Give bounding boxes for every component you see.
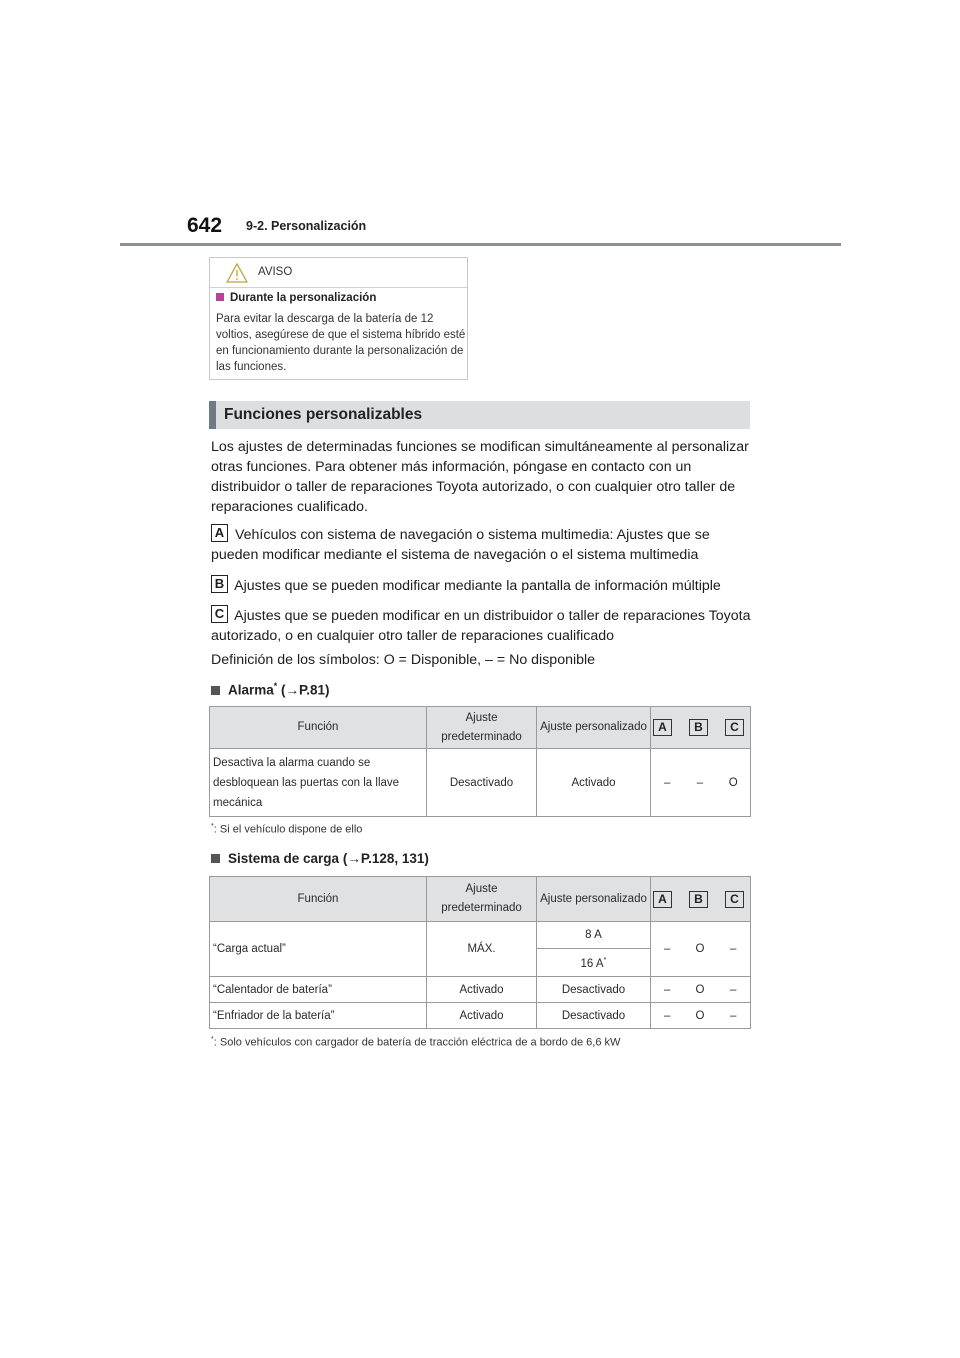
cell-function: “Carga actual”: [210, 922, 427, 977]
section-reference: 9-2. Personalización: [246, 219, 367, 233]
bullet-square-icon: [211, 854, 220, 863]
cell-c: –: [717, 1003, 751, 1029]
col-custom: Ajuste personalizado: [537, 877, 651, 922]
symbols-definition: Definición de los símbolos: O = Disponible, – = No disponible: [211, 652, 596, 668]
cell-c: –: [717, 977, 751, 1003]
cell-function: “Calentador de batería”: [210, 977, 427, 1003]
cell-b: –: [684, 749, 717, 817]
intro-paragraph: Los ajustes de determinadas funciones se modifican simultáneamente al personalizar otras funciones. Para obtener más información, póngase en contacto con un distribuidor o taller de reparaciones Toyota autorizado, o con cualquier otro taller de reparaciones cualificado.: [211, 439, 749, 515]
legend-b: B Ajustes que se pueden modificar mediante la pantalla de información múltiple: [211, 575, 751, 596]
legend-c-box: C: [211, 605, 228, 623]
page-number: 642: [187, 214, 223, 237]
cell-function: Desactiva la alarma cuando se desbloquean las puertas con la llave mecánica: [210, 749, 427, 817]
cell-a: –: [651, 977, 684, 1003]
legend-a: A Vehículos con sistema de navegación o sistema multimedia: Ajustes que se pueden modificar mediante el sistema de navegación o el sistema multimedia: [211, 525, 710, 563]
alarm-title: Alarma* (→P.81): [211, 681, 330, 698]
cell-custom: 16 A*: [537, 949, 651, 977]
bullet-square-icon: [211, 686, 220, 695]
table-row: [210, 977, 751, 1003]
warning-text: Para evitar la descarga de la batería de 12 voltios, asegúrese de que el sistema híbrido esté en funcionamiento durante la personalización de las funciones.: [216, 313, 466, 373]
cell-c: –: [717, 922, 751, 977]
charging-table: [209, 876, 751, 1029]
col-a-box: A: [653, 891, 672, 908]
cell-b: O: [684, 1003, 717, 1029]
col-a-box: A: [653, 719, 672, 736]
cell-a: –: [651, 749, 684, 817]
cell-c: O: [717, 749, 751, 817]
col-abc: [651, 707, 751, 749]
warning-subtitle: Durante la personalización: [216, 292, 376, 304]
bullet-square-icon: [216, 293, 224, 301]
warning-box: [209, 257, 468, 380]
table-row: [210, 922, 751, 949]
cell-custom: Desactivado: [537, 1003, 651, 1029]
cell-default: Activado: [427, 977, 537, 1003]
heading-accent-bar: [209, 401, 216, 429]
cell-b: O: [684, 922, 717, 977]
col-c-box: C: [725, 891, 744, 908]
cell-a: –: [651, 922, 684, 977]
table-header-row: [210, 877, 751, 922]
header-divider: [120, 243, 841, 246]
col-b-box: B: [689, 719, 708, 736]
col-abc: [651, 877, 751, 922]
alarm-footnote: *: Si el vehículo dispone de ello: [211, 822, 363, 836]
cell-default: Activado: [427, 1003, 537, 1029]
legend-a-box: A: [211, 524, 228, 542]
warning-header: [210, 258, 467, 288]
alarm-table: [209, 706, 751, 817]
legend-b-box: B: [211, 575, 228, 593]
charging-title: Sistema de carga (→P.128, 131): [211, 851, 429, 866]
col-default: Ajuste predeterminado: [427, 877, 537, 922]
table-header-row: [210, 707, 751, 749]
col-default: Ajuste predeterminado: [427, 707, 537, 749]
charging-footnote: *: Solo vehículos con cargador de batería de tracción eléctrica de a bordo de 6,6 kW: [211, 1035, 621, 1049]
col-b-box: B: [689, 891, 708, 908]
col-function: Función: [210, 877, 427, 922]
table-row: [210, 749, 751, 817]
cell-custom: 8 A: [537, 922, 651, 949]
legend-c: C Ajustes que se pueden modificar en un distribuidor o taller de reparaciones Toyota autorizado, o en cualquier otro taller de reparaciones cualificado: [211, 606, 751, 644]
section-heading: [209, 401, 750, 429]
cell-custom: Activado: [537, 749, 651, 817]
cell-a: –: [651, 1003, 684, 1029]
cell-default: MÁX.: [427, 922, 537, 977]
cell-custom: Desactivado: [537, 977, 651, 1003]
cell-default: Desactivado: [427, 749, 537, 817]
cell-function: “Enfriador de la batería”: [210, 1003, 427, 1029]
warning-title: AVISO: [258, 266, 293, 278]
cell-b: O: [684, 977, 717, 1003]
section-heading-text: Funciones personalizables: [224, 406, 423, 423]
col-c-box: C: [725, 719, 744, 736]
table-row: [210, 1003, 751, 1029]
col-function: Función: [210, 707, 427, 749]
warning-triangle-icon: [226, 263, 248, 283]
col-custom: Ajuste personalizado: [537, 707, 651, 749]
